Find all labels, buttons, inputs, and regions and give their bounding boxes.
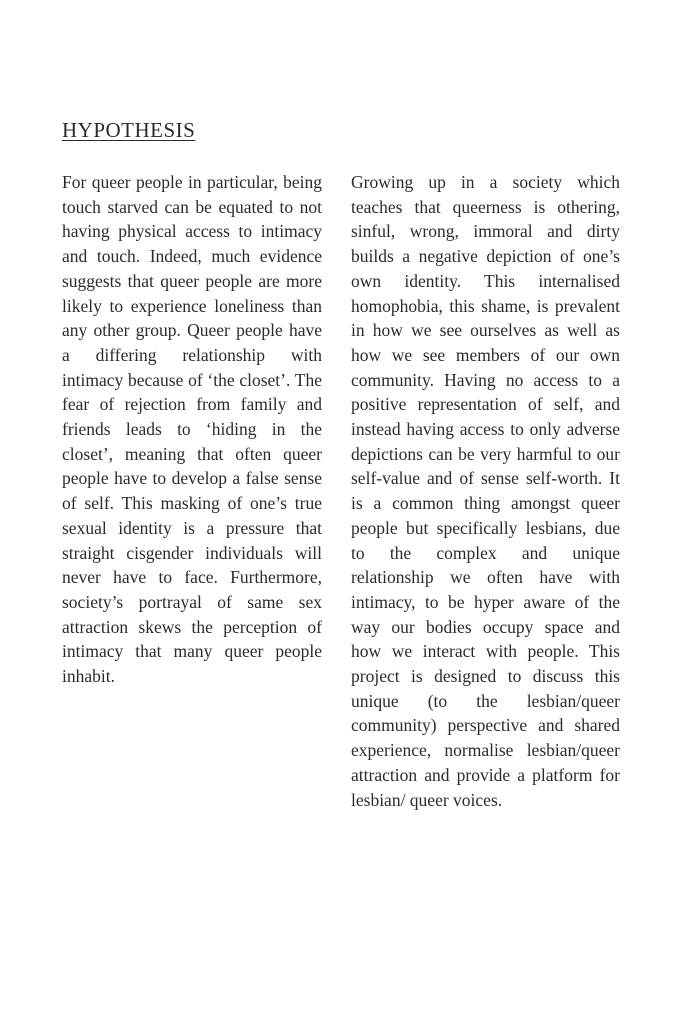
- section-heading: HYPOTHESIS: [62, 118, 196, 142]
- right-column-paragraph: Growing up in a society which teaches that queerness is othering, sinful, wrong, immoral and dirty builds a negative depiction of one’s own identity. This internalised homophobia, this shame, is prevalent in how we see ourselves as well as how we see members of our own community. Having no access to a positive representation of self, and instead having access to only adverse depictions can be very harmful to our self-value and of sense self-worth. It is a common thing amongst queer people but specifically lesbians, due to the complex and unique relationship we often have with intimacy, to be hyper aware of the way our bodies occupy space and how we interact with people. This project is designed to discuss this unique (to the lesbian/queer community) perspective and shared experience, normalise lesbian/queer attraction and provide a platform for lesbian/ queer voices.: [351, 172, 620, 810]
- left-column-paragraph: For queer people in particular, being touch starved can be equated to not having physical access to intimacy and touch. Indeed, much evidence suggests that queer people are more likely to experience loneliness than any other group. Queer people have a differing relationship with intimacy because of ‘the closet’. The fear of rejection from family and friends leads to ‘hiding in the closet’, meaning that often queer people have to develop a false sense of self. This masking of one’s true sexual identity is a pressure that straight cisgender individuals will never have to face. Furthermore, society’s portrayal of same sex attraction skews the perception of intimacy that many queer people inhabit.: [62, 172, 322, 687]
